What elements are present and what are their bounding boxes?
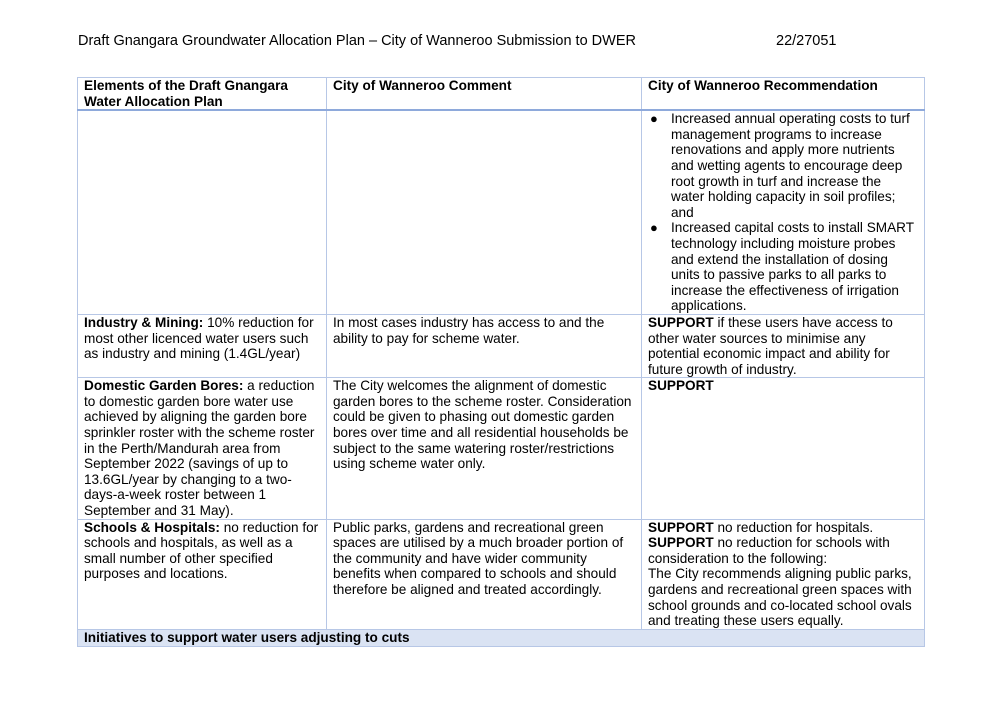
support-label: SUPPORT — [648, 314, 714, 330]
recommendation-text: no reduction for schools with consideration to the following: — [648, 535, 890, 566]
bullet-text: Increased capital costs to install SMART technology including moisture probes and extend the installation of dosing units to passive parks to all parks to increase the effectiveness of irrigation applications. — [671, 220, 914, 314]
list-item — [650, 220, 918, 314]
support-label: SUPPORT — [648, 378, 714, 394]
recommendation-cell — [642, 519, 925, 629]
column-header-comment: City of Wanneroo Comment — [327, 78, 642, 111]
recommendation-cell — [642, 378, 925, 519]
recommendation-line — [648, 520, 918, 536]
support-label: SUPPORT — [648, 535, 714, 551]
comment-cell: Public parks, gardens and recreational green spaces are utilised by a much broader portion of the community and have wider community benefits when compared to schools and should therefore be aligned and treated accordingly. — [327, 519, 642, 629]
element-label: Domestic Garden Bores: — [84, 378, 244, 394]
column-header-recommendation: City of Wanneroo Recommendation — [642, 78, 925, 111]
table-cell-empty — [327, 110, 642, 314]
table-header-row — [78, 78, 925, 111]
element-cell — [78, 519, 327, 629]
document-header-title: Draft Gnangara Groundwater Allocation Plan – City of Wanneroo Submission to DWER — [78, 33, 636, 49]
recommendation-line: The City recommends aligning public parks, gardens and recreational green spaces with school grounds and co-located school ovals and treating these users equally. — [648, 566, 912, 629]
element-cell — [78, 314, 327, 377]
table-cell-empty — [78, 110, 327, 314]
element-label: Schools & Hospitals: — [84, 519, 220, 535]
submission-table — [77, 77, 925, 647]
section-heading-row — [78, 629, 925, 646]
recommendation-line — [648, 535, 918, 566]
recommendation-cell — [642, 110, 925, 314]
element-text: no reduction for schools and hospitals, as well as a small number of other specified purposes and locations. — [84, 519, 319, 582]
element-text: a reduction to domestic garden bore water use achieved by aligning the garden bore sprinkler roster with the scheme roster in the Perth/Mandurah area from September 2022 (savings of up to 13.6GL/year by changing to a two-days-a-week roster between 1 September and 31 May). — [84, 378, 315, 519]
recommendation-cell — [642, 314, 925, 377]
table-row — [78, 314, 925, 377]
bullet-list — [648, 111, 918, 314]
section-heading: Initiatives to support water users adjusting to cuts — [78, 629, 925, 646]
comment-cell: The City welcomes the alignment of domestic garden bores to the scheme roster. Consideration could be given to phasing out domestic garden bores over time and all residential households be subject to the same watering roster/restrictions using scheme water only. — [327, 378, 642, 519]
table-row — [78, 378, 925, 519]
recommendation-text: no reduction for hospitals. — [713, 519, 874, 535]
recommendation-text: if these users have access to other water sources to minimise any potential economic impact and ability for future growth of industry. — [648, 314, 893, 377]
support-label: SUPPORT — [648, 519, 714, 535]
element-text: 10% reduction for most other licenced water users such as industry and mining (1.4GL/year) — [84, 314, 314, 362]
table-row — [78, 519, 925, 629]
list-item — [650, 111, 918, 220]
table-row — [78, 110, 925, 314]
bullet-text: Increased annual operating costs to turf management programs to increase renovations and apply more nutrients and wetting agents to encourage deep root growth in turf and increase the water holding capacity in soil profiles; and — [671, 111, 910, 220]
bullet-icon: ● — [650, 111, 658, 127]
document-reference-number: 22/27051 — [776, 33, 837, 49]
comment-cell: In most cases industry has access to and the ability to pay for scheme water. — [327, 314, 642, 377]
bullet-icon: ● — [650, 220, 658, 236]
element-label: Industry & Mining: — [84, 314, 204, 330]
element-cell — [78, 378, 327, 519]
column-header-elements: Elements of the Draft Gnangara Water Allocation Plan — [78, 78, 327, 111]
